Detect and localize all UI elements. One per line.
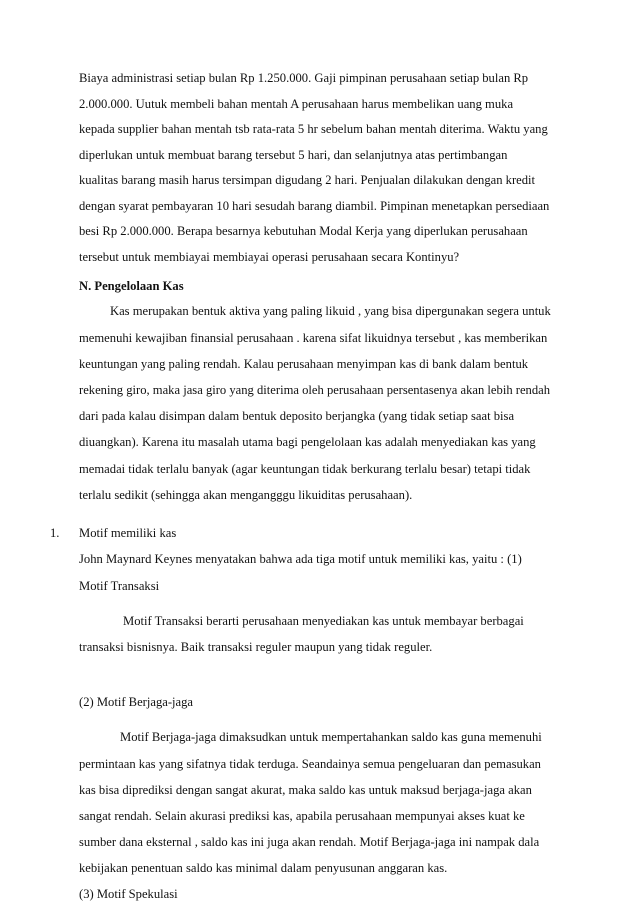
text-line: tersebut untuk membiayai membiayai operasi perusahaan secara Kontinyu? <box>79 250 460 264</box>
list-number: 1. <box>50 526 60 540</box>
text-line: 2.000.000. Uutuk membeli bahan mentah A perusahaan harus membelikan uang muka <box>79 97 514 111</box>
section-heading: N. Pengelolaan Kas <box>79 279 184 293</box>
text-line: kepada supplier bahan mentah tsb rata-rata 5 hr sebelum bahan mentah diterima. Waktu yang <box>79 122 548 136</box>
text-line: permintaan kas yang sifatnya tidak terduga. Seandainya semua pengeluaran dan pemasukan <box>79 757 541 771</box>
text-line: Biaya administrasi setiap bulan Rp 1.250.000. Gaji pimpinan perusahaan setiap bulan Rp <box>79 71 529 85</box>
text-line: Motif Berjaga-jaga dimaksudkan untuk mempertahankan saldo kas guna memenuhi <box>120 730 542 744</box>
text-line: rekening giro, maka jasa giro yang diterima oleh perusahaan persentasenya akan lebih rendah <box>79 383 551 397</box>
text-line: keuntungan yang paling rendah. Kalau perusahaan menyimpan kas di bank dalam bentuk <box>79 357 529 371</box>
text-line: besi Rp 2.000.000. Berapa besarnya kebutuhan Modal Kerja yang diperlukan perusahaan <box>79 224 528 238</box>
text-line: dengan syarat pembayaran 10 hari sesudah barang diambil. Pimpinan menetapkan persediaan <box>79 199 550 213</box>
text-line: Motif Transaksi <box>79 579 160 593</box>
text-line: Motif Transaksi berarti perusahaan menyediakan kas untuk membayar berbagai <box>123 614 524 628</box>
text-line: sangat rendah. Selain akurasi prediksi kas, apabila perusahaan mempunyai akses kuat ke <box>79 809 525 823</box>
list-item-title: Motif memiliki kas <box>79 526 177 540</box>
text-line: John Maynard Keynes menyatakan bahwa ada tiga motif untuk memiliki kas, yaitu : (1) <box>79 552 522 566</box>
text-line: sumber dana eksternal , saldo kas ini juga akan rendah. Motif Berjaga-jaga ini nampak dala <box>79 835 540 849</box>
text-line: diuangkan). Karena itu masalah utama bagi pengelolaan kas adalah menyediakan kas yang <box>79 435 536 449</box>
text-line: kualitas barang masih harus tersimpan digudang 2 hari. Penjualan dilakukan dengan kredit <box>79 173 536 187</box>
subsection-heading: (3) Motif Spekulasi <box>79 887 178 901</box>
text-line: memenuhi kewajiban finansial perusahaan . karena sifat likuidnya tersebut , kas memberikan <box>79 331 548 345</box>
text-line: diperlukan untuk membuat barang tersebut 5 hari, dan selanjutnya atas pertimbangan <box>79 148 508 162</box>
subsection-heading: (2) Motif Berjaga-jaga <box>79 695 193 709</box>
text-line: kas bisa diprediksi dengan sangat akurat, maka saldo kas untuk maksud berjaga-jaga akan <box>79 783 532 797</box>
text-line: Kas merupakan bentuk aktiva yang paling likuid , yang bisa dipergunakan segera untuk <box>110 304 551 318</box>
text-line: kebijakan penentuan saldo kas minimal dalam penyusunan anggaran kas. <box>79 861 448 875</box>
text-line: dari pada kalau disimpan dalam bentuk deposito berjangka (yang tidak setiap saat bisa <box>79 409 515 423</box>
text-line: memadai tidak terlalu banyak (agar keuntungan tidak berkurang terlalu besar) tetapi tidak <box>79 462 531 476</box>
text-line: terlalu sedikit (sehingga akan mengangggu likuiditas perusahaan). <box>79 488 413 502</box>
text-line: transaksi bisnisnya. Baik transaksi reguler maupun yang tidak reguler. <box>79 640 433 654</box>
